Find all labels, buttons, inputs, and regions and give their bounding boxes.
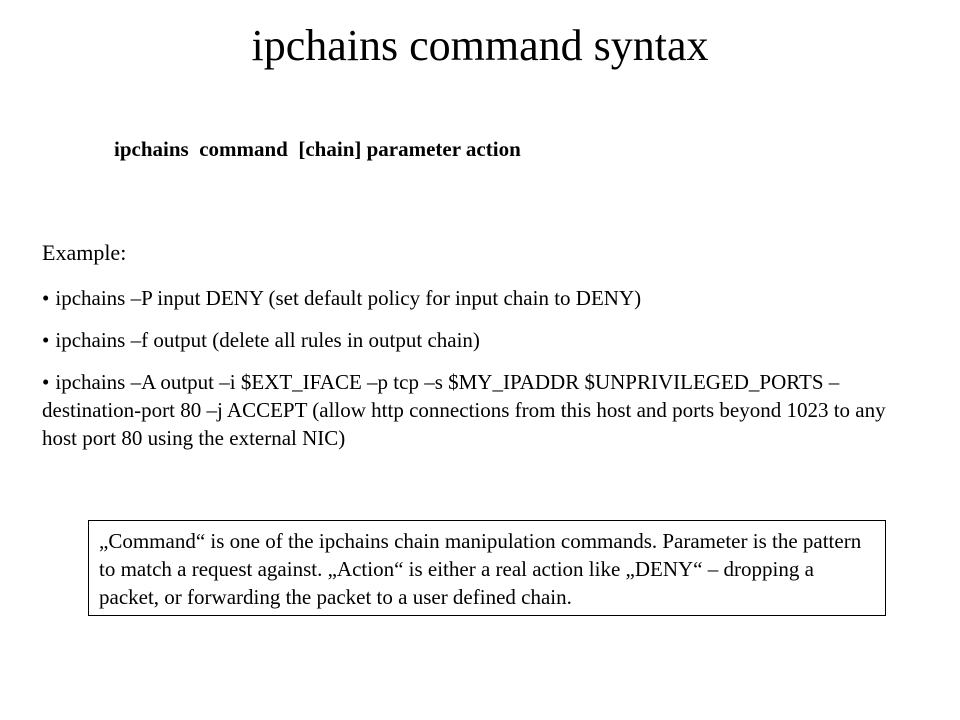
- bullet-icon: •: [42, 286, 50, 310]
- example-list: [42, 284, 902, 466]
- list-item: [42, 368, 902, 452]
- example-text: ipchains –A output –i $EXT_IFACE –p tcp –s $MY_IPADDR $UNPRIVILEGED_PORTS – destination-port 80 –j ACCEPT (allow http connections from this host and ports beyond 1023 to any host port 80 using the external NIC): [42, 370, 886, 450]
- list-item: [42, 284, 902, 312]
- note-box: [88, 520, 886, 616]
- slide-title: ipchains command syntax: [251, 21, 709, 70]
- example-text: ipchains –f output (delete all rules in output chain): [55, 328, 480, 352]
- example-text: ipchains –P input DENY (set default policy for input chain to DENY): [55, 286, 642, 310]
- example-label: Example:: [42, 240, 127, 265]
- note-text: „Command“ is one of the ipchains chain manipulation commands. Parameter is the pattern to match a request against. „Action“ is either a real action like „DENY“ – dropping a packet, or forwarding the packet to a user defined chain.: [99, 529, 862, 609]
- list-item: [42, 326, 902, 354]
- bullet-icon: •: [42, 328, 50, 352]
- syntax-line: ipchains command [chain] parameter action: [114, 137, 521, 161]
- bullet-icon: •: [42, 370, 50, 394]
